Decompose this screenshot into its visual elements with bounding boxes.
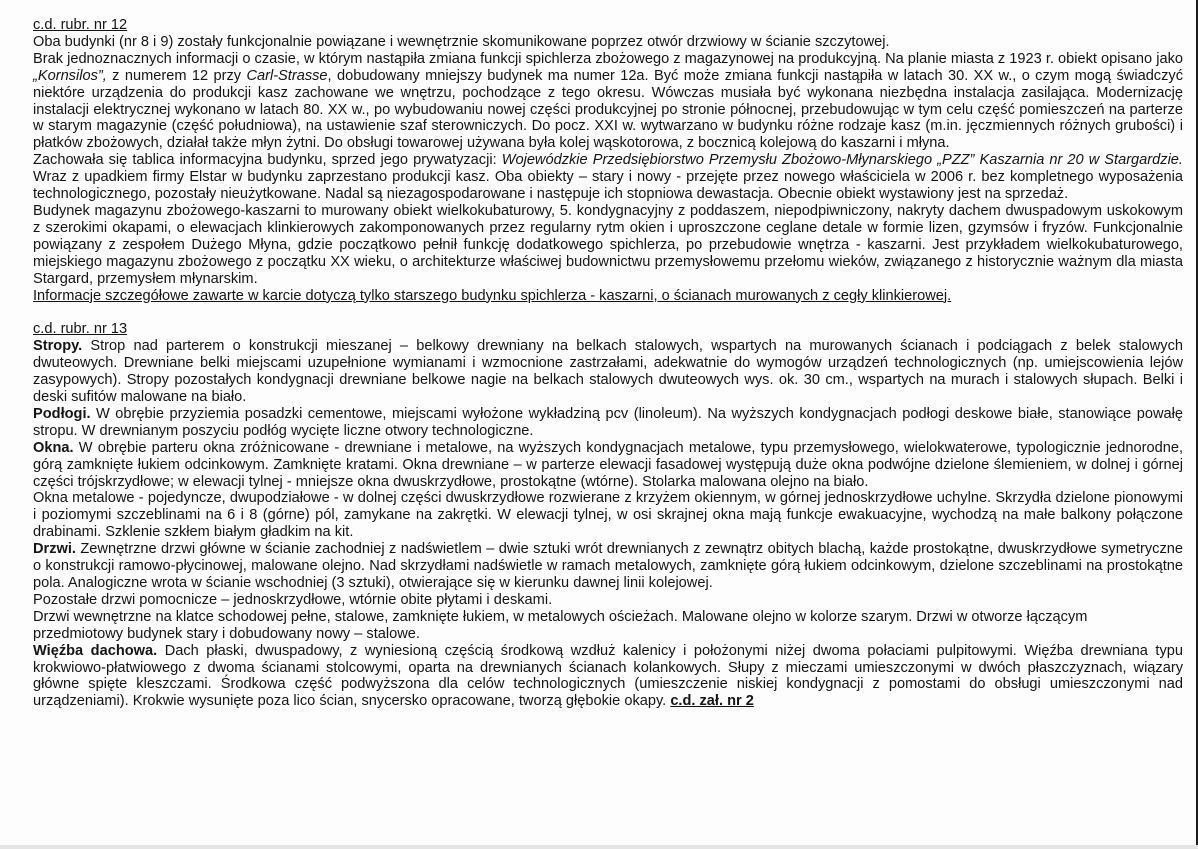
paragraph-okna-metalowe: Okna metalowe - pojedyncze, dwupodziałowe - w dolnej części dwuskrzydłowe rozwierane z krzyżem okiennym, w górnej jednoskrzydłowe uchylne. Skrzydła dzielone pionowymi i poziomymi szczeblinami na 6 i 8 (górne) pól, zamykane na zakrętki. W elewacji tylnej, w osi skrajnej okna mają funkcje ewakuacyjne, wychodzą na małe balkony połączone drabinami. Szklenie szkłem białym gładkim na kit. xyxy=(33,490,1183,541)
section-12-heading: c.d. rubr. nr 12 xyxy=(33,17,128,33)
text-run: , dobudowany mniejszy budynek ma numer 12a. Być może zmiana funkcji nastąpiła w latach 30. XX w., o czym mogą świadczyć niektóre urządzenia do produkcji kasz zachowane we wnętrzu, pochodzące z tego okresu. Wówczas musiała być wykonana niezbędna instalacja zasilająca. Modernizację instalacji elektrycznej wykonano w latach 80. XX w., po wybudowaniu nowej części produkcyjnej po stronie północnej, przebudowując w tym celu część pomieszczeń na parterze w starym magazynie (część południowa), na ustawienie szaf sterowniczych. Do pocz. XXI w. wytwarzano w budynku różne rodzaje kasz (m.in. jęczmiennych różnych grubości) i płatków zbożowych, działał także młyn żytni. Do obsługi towarowej używana była kolej wąskotorowa, z bocznicą kolejową do kaszarni i młyna. xyxy=(33,67,1183,152)
text-run: Dach płaski, dwuspadowy, z wyniesioną częścią środkową wzdłuż kalenicy i położonymi niżej dwoma połaciami pulpitowymi. Więźba drewniana typu krokwiowo-płatwiowego z dwoma ścianami stolcowymi, oparta na drewnianych ścianach kolankowych. Słupy z mieczami umieszczonymi w dwóch płaszczyznach, wiązary główne spięte kleszczami. Środkowa część podwyższona dla celów technologicznych (umieszczenie niskiej kondygnacji z pomostami do obsługi umieszczonymi nad urządzeniami). Krokwie wysunięte poza lico ścian, snycersko opracowane, tworzą głębokie okapy. xyxy=(33,642,1183,710)
paragraph-drzwi-wewnetrzne-cont: przedmiotowy budynek stary i dobudowany nowy – stalowe. xyxy=(33,625,420,642)
italic-text: Carl-Strasse xyxy=(246,67,328,84)
underlined-note: Informacje szczegółowe zawarte w karcie dotyczą tylko starszego budynku spichlerza - kaszarni, o ścianach murowanych z cegły klinkierowej. xyxy=(33,287,952,304)
paragraph-podlogi xyxy=(33,406,1183,440)
paragraph-drzwi xyxy=(33,541,1183,592)
document-body xyxy=(33,17,1183,710)
italic-text: Wojewódzkie Przedsiębiorstwo Przemysłu Zbożowo-Młynarskiego „PZZ” Kaszarnia nr 20 w Stargardzie. xyxy=(501,152,1183,169)
page-edge-bottom xyxy=(0,845,1198,849)
paragraph: Budynek magazynu zbożowego-kaszarni to murowany obiekt wielkokubaturowy, 5. kondygnacyjny z poddaszem, niepodpiwniczony, nakryty dachem dwuspadowym uskokowym z szerokimi okapami, o elewacjach klinkierowych zakomponowanych przez regularny rytm okien i uproszczone ceglane detale w formie lizen, gzymsów i fryzów. Funkcjonalnie powiązany z zespołem Dużego Młyna, gdzie początkowo pełnił funkcję dodatkowego spichlerza, po przebudowie wnętrza - kaszarni. Jest przykładem wielkokubaturowego, miejskiego magazynu zbożowego z początku XX wieku, o architekturze właściwej budownictwu przemysłowemu przełomu wieków, związanego z historycznie ważnym dla miasta Stargard, przemysłem młynarskim. xyxy=(33,202,1183,287)
paragraph-drzwi-pomocnicze: Pozostałe drzwi pomocnicze – jednoskrzydłowe, wtórnie obite płytami i deskami. xyxy=(33,591,553,608)
paragraph-drzwi-wewnetrzne: Drzwi wewnętrzne na klatce schodowej pełne, stalowe, zamknięte łukiem, w metalowych ościeżach. Malowane olejno w kolorze szarym. Drzwi w otworze łączącym xyxy=(33,608,1088,625)
text-run: Strop nad parterem o konstrukcji mieszanej – belkowy drewniany na belkach stalowych, wspartych na murowanych ścianach i podciągach z belek stalowych dwuteowych. Drewniane belki miejscami uzupełnione wymianami i wzmocnione zastrzałami, adekwatnie do wymogów urządzeń technologicznych (np. umiejscowienia lejów zasypowych). Stropy pozostałych kondygnacji drewniane belkowe nagie na belkach stalowych dwuteowych wys. ok. 30 cm., wspartych na murach i stalowych słupach. Belki i deski sufitów malowane na biało. xyxy=(33,338,1183,406)
paragraph: Oba budynki (nr 8 i 9) zostały funkcjonalnie powiązane i wewnętrznie skomunikowane poprzez otwór drzwiowy w ścianie szczytowej. xyxy=(33,33,890,50)
section-13-heading: c.d. rubr. nr 13 xyxy=(33,321,128,338)
text-run: z numerem 12 przy xyxy=(106,67,247,84)
text-run: Wraz z upadkiem firmy Elstar w budynku zaprzestano produkcji kasz. Oba obiekty – stary i nowy - przejęte przez nowego właściciela w 2006 r. bez kompletnego wyposażenia technologicznego, pozostały nieużytkowane. Nadal są niezagospodarowane i następuje ich stopniowa dewastacja. Obecnie obiekt wystawiony jest na sprzedaż. xyxy=(33,169,1183,203)
paragraph-stropy xyxy=(33,338,1183,406)
text-run: Zachowała się tablica informacyjna budynku, sprzed jego prywatyzacji: xyxy=(33,152,502,169)
bold-label: Więźba dachowa. xyxy=(33,642,158,659)
italic-text: „Kornsilos”, xyxy=(33,67,107,84)
paragraph-okna xyxy=(33,440,1183,491)
paragraph xyxy=(33,152,1183,203)
spacer xyxy=(33,304,1183,321)
paragraph-wiezba xyxy=(33,643,1183,711)
text-run: Zewnętrzne drzwi główne w ścianie zachodniej z nadświetlem – dwie sztuki wrót drewnianych z zewnątrz obitych blachą, każde prostokątne, dwuskrzydłowe symetryczne o konstrukcji ramowo-płycinowej, malowane olejno. Nad skrzydłami nadświetle w ramach metalowych, zamknięte górą łukiem odcinkowym, dzielone szczeblinami na prostokątne pola. Analogiczne wrota w ścianie wschodniej (3 sztuki), otwierające się w kierunku dawnej linii kolejowej. xyxy=(33,541,1183,591)
bold-label: Okna. xyxy=(33,439,74,456)
paragraph xyxy=(33,51,1183,152)
text-run: W obrębie parteru okna zróżnicowane - drewniane i metalowe, na wyższych kondygnacjach metalowe, typu przemysłowego, wielokwaterowe, typologicznie jednorodne, górą zamknięte łukiem odcinkowym. Zamknięte kratami. Okna drewniane – w parterze elewacji fasadowej występują duże okna podwójne dzielone ślemieniem, w dolnej i górnej części trójskrzydłowe; w elewacji tylnej - mniejsze okna dwuskrzydłowe, prostokątne (wtórne). Stolarka malowana olejno na biało. xyxy=(33,439,1183,490)
text-run: W obrębie przyziemia posadzki cementowe, miejscami wyłożone wykładziną pcv (linoleum). Na wyższych kondygnacjach podłogi deskowe białe, stanowiące powałę stropu. W drewnianym poszyciu podłóg wycięte liczne otwory technologiczne. xyxy=(33,405,1183,439)
bold-label: Stropy. xyxy=(33,338,83,355)
bold-label: Drzwi. xyxy=(33,541,76,558)
continuation-reference: c.d. zał. nr 2 xyxy=(670,693,754,710)
bold-label: Podłogi. xyxy=(33,405,91,422)
text-run: Brak jednoznacznych informacji o czasie, w którym nastąpiła zmiana funkcji spichlerza zbożowego z magazynowej na produkcyjną. Na planie miasta z 1923 r. obiekt opisano jako xyxy=(33,50,1183,67)
